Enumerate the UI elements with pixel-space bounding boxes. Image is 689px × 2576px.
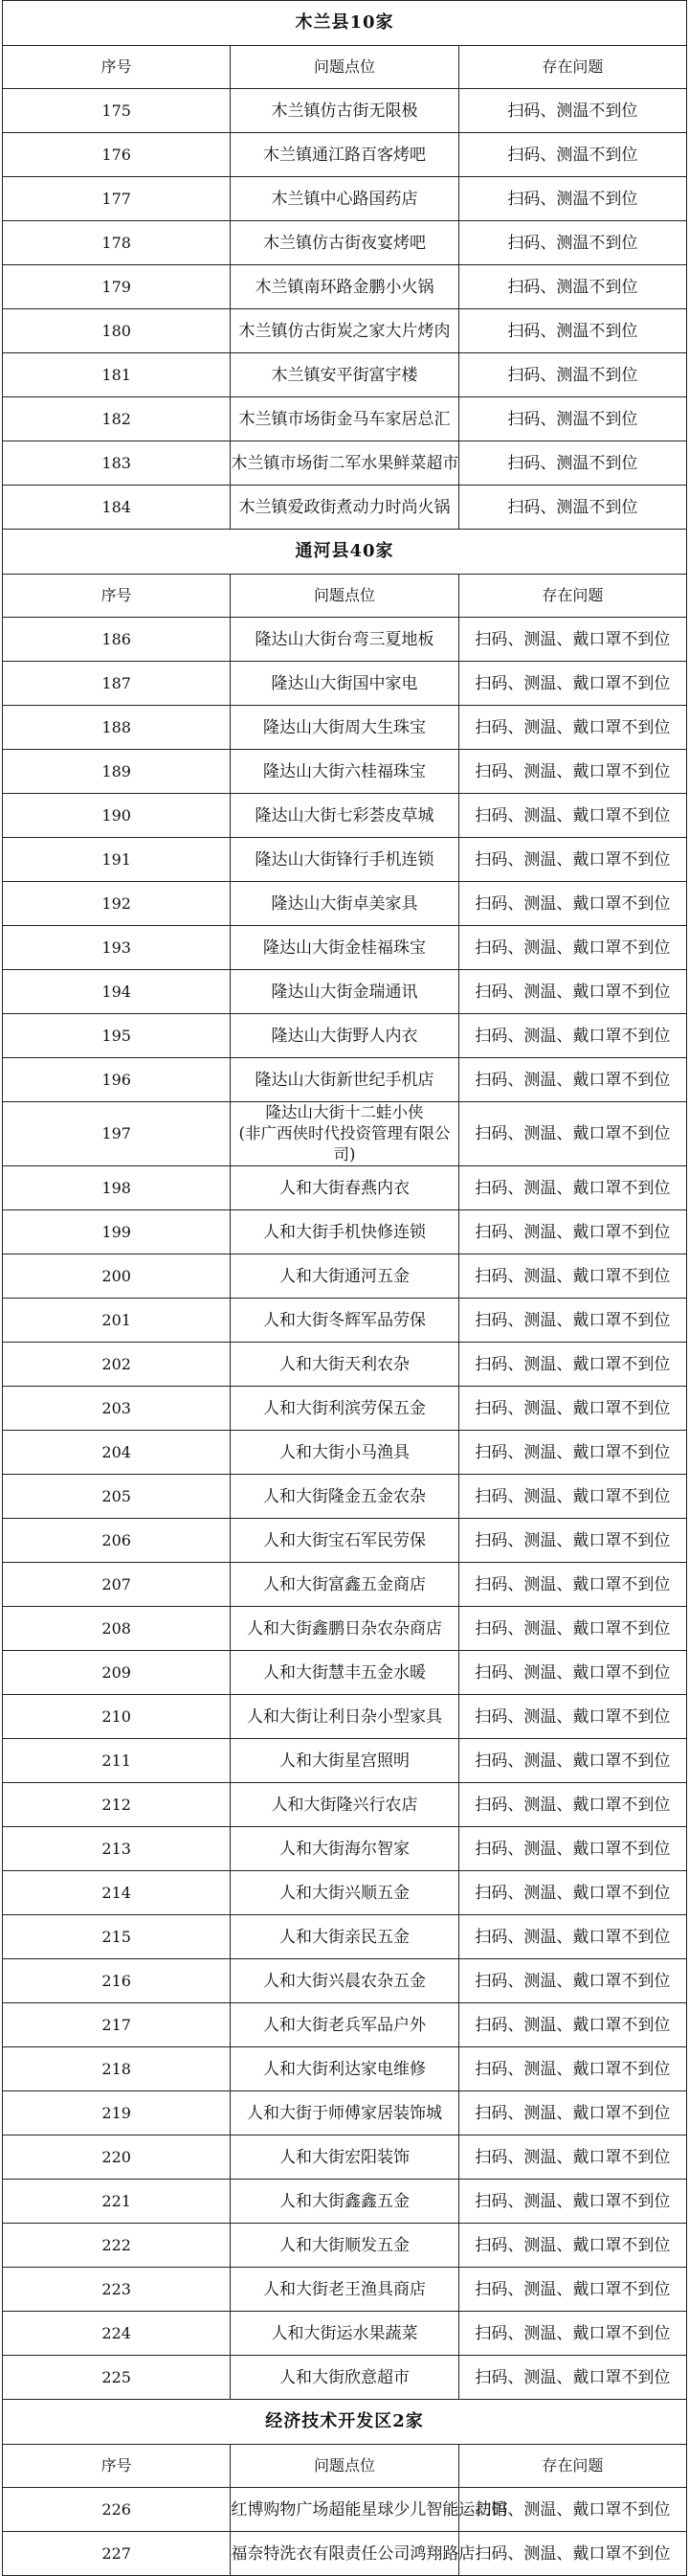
serial-number-cell: 182 <box>3 397 231 441</box>
header-serial-number: 序号 <box>3 575 231 618</box>
location-cell: 人和大街顺发五金 <box>231 2224 458 2268</box>
issue-cell: 扫码、测温、戴口罩不到位 <box>458 2532 686 2576</box>
header-existing-issue: 存在问题 <box>458 2445 686 2488</box>
serial-number-cell: 189 <box>3 750 231 794</box>
issue-cell: 扫码、测温、戴口罩不到位 <box>458 2091 686 2135</box>
table-row <box>3 1166 687 1210</box>
issue-cell: 扫码、测温、戴口罩不到位 <box>458 662 686 706</box>
table-row <box>3 177 687 221</box>
table-row <box>3 1563 687 1607</box>
column-header-row <box>3 2445 687 2488</box>
table-row <box>3 1739 687 1783</box>
issue-cell: 扫码、测温、戴口罩不到位 <box>458 2047 686 2091</box>
table-row <box>3 397 687 441</box>
table-row <box>3 1014 687 1058</box>
table-row <box>3 1254 687 1299</box>
serial-number-cell: 226 <box>3 2488 231 2532</box>
table-row <box>3 2268 687 2312</box>
location-cell: 人和大街于师傅家居装饰城 <box>231 2091 458 2135</box>
section-title: 经济技术开发区2家 <box>3 2400 687 2445</box>
issue-cell: 扫码、测温、戴口罩不到位 <box>458 1739 686 1783</box>
serial-number-cell: 221 <box>3 2180 231 2224</box>
table-row <box>3 1387 687 1431</box>
table-row <box>3 926 687 970</box>
serial-number-cell: 217 <box>3 2003 231 2047</box>
serial-number-cell: 212 <box>3 1783 231 1827</box>
location-cell: 人和大街通河五金 <box>231 1254 458 1299</box>
header-problem-location: 问题点位 <box>231 2445 458 2488</box>
inspection-table-body <box>3 1 687 2576</box>
location-cell: 人和大街鑫鹏日杂农杂商店 <box>231 1607 458 1651</box>
serial-number-cell: 210 <box>3 1695 231 1739</box>
header-serial-number: 序号 <box>3 2445 231 2488</box>
serial-number-cell: 195 <box>3 1014 231 1058</box>
issue-cell: 扫码、测温不到位 <box>458 309 686 353</box>
table-row <box>3 1827 687 1871</box>
location-cell: 人和大街手机快修连锁 <box>231 1210 458 1254</box>
serial-number-cell: 215 <box>3 1915 231 1959</box>
location-cell: 木兰镇南环路金鹏小火锅 <box>231 265 458 309</box>
serial-number-cell: 196 <box>3 1058 231 1102</box>
table-row <box>3 486 687 530</box>
location-cell: 木兰镇仿古街夜宴烤吧 <box>231 221 458 265</box>
serial-number-cell: 213 <box>3 1827 231 1871</box>
serial-number-cell: 216 <box>3 1959 231 2003</box>
table-row <box>3 1058 687 1102</box>
issue-cell: 扫码、测温、戴口罩不到位 <box>458 1431 686 1475</box>
table-row <box>3 1475 687 1519</box>
location-cell: 人和大街冬辉军品劳保 <box>231 1299 458 1343</box>
header-serial-number: 序号 <box>3 46 231 89</box>
location-cell: 人和大街春燕内衣 <box>231 1166 458 1210</box>
location-cell: 木兰镇市场街金马车家居总汇 <box>231 397 458 441</box>
issue-cell: 扫码、测温、戴口罩不到位 <box>458 618 686 662</box>
issue-cell: 扫码、测温不到位 <box>458 133 686 177</box>
table-row <box>3 2532 687 2576</box>
location-cell: 人和大街慧丰五金水暖 <box>231 1651 458 1695</box>
serial-number-cell: 194 <box>3 970 231 1014</box>
location-cell: 红博购物广场超能星球少儿智能运动馆 <box>231 2488 458 2532</box>
section-title-row <box>3 1 687 46</box>
serial-number-cell: 186 <box>3 618 231 662</box>
issue-cell: 扫码、测温不到位 <box>458 221 686 265</box>
issue-cell: 扫码、测温、戴口罩不到位 <box>458 1014 686 1058</box>
serial-number-cell: 211 <box>3 1739 231 1783</box>
section-title-row <box>3 530 687 575</box>
location-cell: 人和大街小马渔具 <box>231 1431 458 1475</box>
table-row <box>3 265 687 309</box>
issue-cell: 扫码、测温、戴口罩不到位 <box>458 1915 686 1959</box>
location-cell: 隆达山大街金桂福珠宝 <box>231 926 458 970</box>
serial-number-cell: 178 <box>3 221 231 265</box>
table-row <box>3 2091 687 2135</box>
location-line: 隆达山大街十二蛙小侠 <box>265 1103 424 1121</box>
issue-cell: 扫码、测温、戴口罩不到位 <box>458 1607 686 1651</box>
table-row <box>3 1651 687 1695</box>
issue-cell: 扫码、测温、戴口罩不到位 <box>458 1475 686 1519</box>
table-row <box>3 750 687 794</box>
issue-cell: 扫码、测温、戴口罩不到位 <box>458 1563 686 1607</box>
issue-cell: 扫码、测温、戴口罩不到位 <box>458 1695 686 1739</box>
issue-cell: 扫码、测温不到位 <box>458 177 686 221</box>
location-cell: 人和大街运水果蔬菜 <box>231 2312 458 2356</box>
issue-cell: 扫码、测温、戴口罩不到位 <box>458 794 686 838</box>
table-row <box>3 1607 687 1651</box>
location-cell: 福奈特洗衣有限责任公司鸿翔路店 <box>231 2532 458 2576</box>
table-row <box>3 2180 687 2224</box>
location-cell: 人和大街兴晨农杂五金 <box>231 1959 458 2003</box>
issue-cell: 扫码、测温、戴口罩不到位 <box>458 2356 686 2400</box>
table-row <box>3 618 687 662</box>
table-row <box>3 882 687 926</box>
serial-number-cell: 214 <box>3 1871 231 1915</box>
issue-cell: 扫码、测温、戴口罩不到位 <box>458 838 686 882</box>
serial-number-cell: 179 <box>3 265 231 309</box>
location-cell: 木兰镇市场街二军水果鲜菜超市 <box>231 441 458 486</box>
location-cell: 人和大街隆兴行农店 <box>231 1783 458 1827</box>
issue-cell: 扫码、测温不到位 <box>458 397 686 441</box>
location-cell: 人和大街亲民五金 <box>231 1915 458 1959</box>
issue-cell: 扫码、测温、戴口罩不到位 <box>458 1166 686 1210</box>
column-header-row <box>3 46 687 89</box>
serial-number-cell: 200 <box>3 1254 231 1299</box>
serial-number-cell: 205 <box>3 1475 231 1519</box>
serial-number-cell: 227 <box>3 2532 231 2576</box>
location-cell: 人和大街鑫鑫五金 <box>231 2180 458 2224</box>
header-problem-location: 问题点位 <box>231 46 458 89</box>
issue-cell: 扫码、测温、戴口罩不到位 <box>458 1959 686 2003</box>
location-cell: 人和大街天利农杂 <box>231 1343 458 1387</box>
table-row <box>3 2356 687 2400</box>
serial-number-cell: 223 <box>3 2268 231 2312</box>
table-row <box>3 706 687 750</box>
serial-number-cell: 220 <box>3 2135 231 2180</box>
issue-cell: 扫码、测温不到位 <box>458 265 686 309</box>
serial-number-cell: 177 <box>3 177 231 221</box>
location-cell: 人和大街利达家电维修 <box>231 2047 458 2091</box>
location-cell: 木兰镇安平街富宇楼 <box>231 353 458 397</box>
serial-number-cell: 207 <box>3 1563 231 1607</box>
location-cell: 隆达山大街周大生珠宝 <box>231 706 458 750</box>
serial-number-cell: 176 <box>3 133 231 177</box>
location-cell: 人和大街富鑫五金商店 <box>231 1563 458 1607</box>
issue-cell: 扫码、测温、戴口罩不到位 <box>458 1299 686 1343</box>
location-cell: 人和大街宏阳装饰 <box>231 2135 458 2180</box>
table-row <box>3 2224 687 2268</box>
location-cell: 人和大街老王渔具商店 <box>231 2268 458 2312</box>
table-row <box>3 1695 687 1739</box>
table-row <box>3 2312 687 2356</box>
table-row <box>3 441 687 486</box>
serial-number-cell: 192 <box>3 882 231 926</box>
location-cell: 隆达山大街锋行手机连锁 <box>231 838 458 882</box>
table-row <box>3 1343 687 1387</box>
serial-number-cell: 193 <box>3 926 231 970</box>
serial-number-cell: 190 <box>3 794 231 838</box>
issue-cell: 扫码、测温、戴口罩不到位 <box>458 970 686 1014</box>
table-row <box>3 2488 687 2532</box>
location-cell: 隆达山大街台弯三夏地板 <box>231 618 458 662</box>
location-cell: 隆达山大街卓美家具 <box>231 882 458 926</box>
location-cell: 隆达山大街六桂福珠宝 <box>231 750 458 794</box>
issue-cell: 扫码、测温不到位 <box>458 486 686 530</box>
serial-number-cell: 224 <box>3 2312 231 2356</box>
inspection-table <box>2 0 687 2576</box>
serial-number-cell: 199 <box>3 1210 231 1254</box>
issue-cell: 扫码、测温不到位 <box>458 89 686 133</box>
location-cell: 隆达山大街七彩荟皮草城 <box>231 794 458 838</box>
location-cell: 木兰镇仿古街无限极 <box>231 89 458 133</box>
location-cell: 人和大街海尔智家 <box>231 1827 458 1871</box>
serial-number-cell: 188 <box>3 706 231 750</box>
table-row <box>3 794 687 838</box>
serial-number-cell: 222 <box>3 2224 231 2268</box>
table-row <box>3 1299 687 1343</box>
table-row <box>3 970 687 1014</box>
table-row <box>3 2135 687 2180</box>
table-row <box>3 2047 687 2091</box>
issue-cell: 扫码、测温、戴口罩不到位 <box>458 1519 686 1563</box>
serial-number-cell: 218 <box>3 2047 231 2091</box>
serial-number-cell: 191 <box>3 838 231 882</box>
issue-cell: 扫码、测温、戴口罩不到位 <box>458 1058 686 1102</box>
table-row <box>3 309 687 353</box>
serial-number-cell: 204 <box>3 1431 231 1475</box>
location-cell <box>231 1102 458 1166</box>
table-row <box>3 1959 687 2003</box>
issue-cell: 扫码、测温、戴口罩不到位 <box>458 1827 686 1871</box>
table-row <box>3 353 687 397</box>
serial-number-cell: 183 <box>3 441 231 486</box>
location-cell: 人和大街宝石军民劳保 <box>231 1519 458 1563</box>
issue-cell: 扫码、测温不到位 <box>458 441 686 486</box>
issue-cell: 扫码、测温、戴口罩不到位 <box>458 1651 686 1695</box>
serial-number-cell: 175 <box>3 89 231 133</box>
issue-cell: 扫码、测温、戴口罩不到位 <box>458 2312 686 2356</box>
table-row <box>3 89 687 133</box>
location-cell: 木兰镇爱政街煮动力时尚火锅 <box>231 486 458 530</box>
issue-cell: 扫码、测温、戴口罩不到位 <box>458 1783 686 1827</box>
issue-cell: 扫码、测温、戴口罩不到位 <box>458 882 686 926</box>
location-cell: 木兰镇通江路百客烤吧 <box>231 133 458 177</box>
location-cell: 人和大街老兵军品户外 <box>231 2003 458 2047</box>
location-cell: 隆达山大街野人内衣 <box>231 1014 458 1058</box>
table-row <box>3 838 687 882</box>
location-cell: 人和大街让利日杂小型家具 <box>231 1695 458 1739</box>
issue-cell: 扫码、测温、戴口罩不到位 <box>458 2268 686 2312</box>
issue-cell: 扫码、测温、戴口罩不到位 <box>458 750 686 794</box>
section-title: 通河县40家 <box>3 530 687 575</box>
issue-cell: 扫码、测温、戴口罩不到位 <box>458 1254 686 1299</box>
header-problem-location: 问题点位 <box>231 575 458 618</box>
table-row <box>3 1915 687 1959</box>
issue-cell: 扫码、测温、戴口罩不到位 <box>458 1387 686 1431</box>
issue-cell: 扫码、测温、戴口罩不到位 <box>458 2224 686 2268</box>
location-cell: 木兰镇仿古街炭之家大片烤肉 <box>231 309 458 353</box>
location-cell: 隆达山大街新世纪手机店 <box>231 1058 458 1102</box>
table-row <box>3 1102 687 1166</box>
location-cell: 人和大街兴顺五金 <box>231 1871 458 1915</box>
issue-cell: 扫码、测温、戴口罩不到位 <box>458 1871 686 1915</box>
location-line-note: (非广西侠时代投资管理有限公司) <box>238 1124 451 1164</box>
serial-number-cell: 184 <box>3 486 231 530</box>
header-existing-issue: 存在问题 <box>458 575 686 618</box>
location-cell: 木兰镇中心路国药店 <box>231 177 458 221</box>
table-row <box>3 1519 687 1563</box>
issue-cell: 扫码、测温、戴口罩不到位 <box>458 1343 686 1387</box>
serial-number-cell: 180 <box>3 309 231 353</box>
issue-cell: 扫码、测温、戴口罩不到位 <box>458 1102 686 1166</box>
table-row <box>3 133 687 177</box>
section-title: 木兰县10家 <box>3 1 687 46</box>
issue-cell: 扫码、测温、戴口罩不到位 <box>458 2003 686 2047</box>
serial-number-cell: 187 <box>3 662 231 706</box>
issue-cell: 扫码、测温、戴口罩不到位 <box>458 2488 686 2532</box>
location-cell: 隆达山大街国中家电 <box>231 662 458 706</box>
location-cell: 人和大街利滨劳保五金 <box>231 1387 458 1431</box>
issue-cell: 扫码、测温、戴口罩不到位 <box>458 2135 686 2180</box>
serial-number-cell: 209 <box>3 1651 231 1695</box>
issue-cell: 扫码、测温、戴口罩不到位 <box>458 1210 686 1254</box>
table-row <box>3 1783 687 1827</box>
location-cell: 人和大街隆金五金农杂 <box>231 1475 458 1519</box>
table-row <box>3 2003 687 2047</box>
serial-number-cell: 201 <box>3 1299 231 1343</box>
serial-number-cell: 203 <box>3 1387 231 1431</box>
serial-number-cell: 219 <box>3 2091 231 2135</box>
table-row <box>3 662 687 706</box>
section-title-row <box>3 2400 687 2445</box>
table-row <box>3 221 687 265</box>
table-row <box>3 1431 687 1475</box>
serial-number-cell: 202 <box>3 1343 231 1387</box>
serial-number-cell: 198 <box>3 1166 231 1210</box>
location-cell: 隆达山大街金瑞通讯 <box>231 970 458 1014</box>
table-row <box>3 1871 687 1915</box>
location-cell: 人和大街欣意超市 <box>231 2356 458 2400</box>
issue-cell: 扫码、测温、戴口罩不到位 <box>458 2180 686 2224</box>
issue-cell: 扫码、测温不到位 <box>458 353 686 397</box>
serial-number-cell: 225 <box>3 2356 231 2400</box>
serial-number-cell: 181 <box>3 353 231 397</box>
column-header-row <box>3 575 687 618</box>
serial-number-cell: 197 <box>3 1102 231 1166</box>
issue-cell: 扫码、测温、戴口罩不到位 <box>458 706 686 750</box>
table-row <box>3 1210 687 1254</box>
location-cell: 人和大街星宫照明 <box>231 1739 458 1783</box>
header-existing-issue: 存在问题 <box>458 46 686 89</box>
serial-number-cell: 208 <box>3 1607 231 1651</box>
serial-number-cell: 206 <box>3 1519 231 1563</box>
issue-cell: 扫码、测温、戴口罩不到位 <box>458 926 686 970</box>
